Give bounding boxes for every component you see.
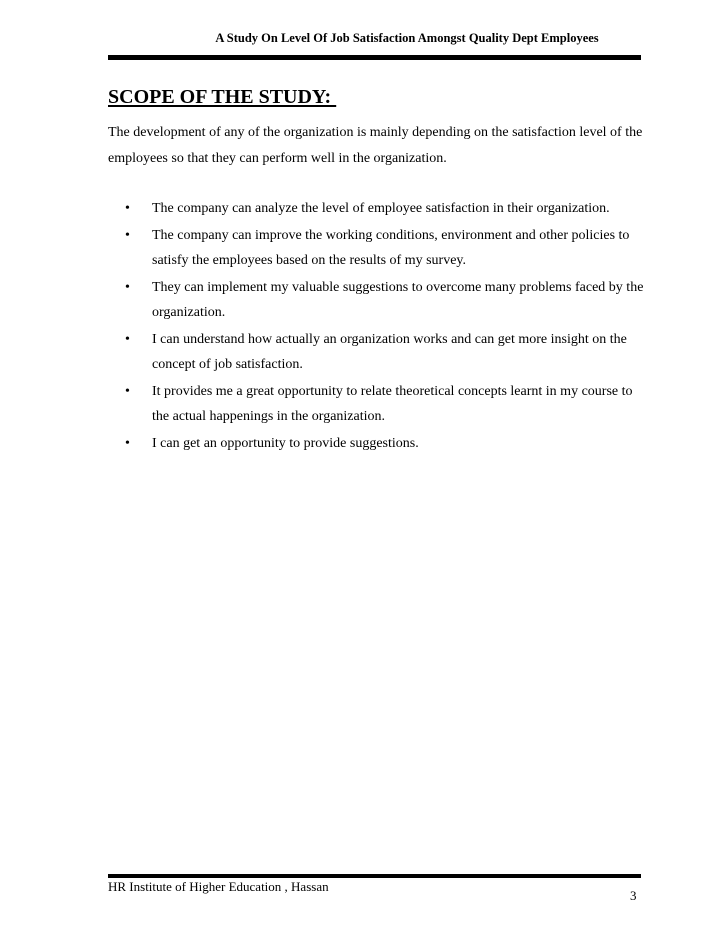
- list-item-text: The company can improve the working conditions, environment and other policies to satisfy the employees based on the results of my survey.: [152, 228, 630, 268]
- list-item-text: I can understand how actually an organization works and can get more insight on the concept of job satisfaction.: [152, 332, 627, 372]
- list-item-text: It provides me a great opportunity to relate theoretical concepts learnt in my course to the actual happenings in the organization.: [152, 384, 633, 424]
- bullet-icon: •: [125, 384, 130, 399]
- list-item-text: They can implement my valuable suggestions to overcome many problems faced by the organization.: [152, 280, 644, 320]
- bullet-icon: •: [125, 228, 130, 243]
- list-item: [108, 223, 648, 273]
- list-item-text: The company can analyze the level of employee satisfaction in their organization.: [152, 201, 610, 216]
- footer-divider: [108, 874, 641, 878]
- list-item-text: I can get an opportunity to provide suggestions.: [152, 436, 419, 451]
- running-header-text: A Study On Level Of Job Satisfaction Amongst Quality Dept Employees: [215, 31, 599, 45]
- list-item: [108, 275, 648, 325]
- list-item: [108, 327, 648, 377]
- section-heading: SCOPE OF THE STUDY:: [108, 86, 337, 108]
- scope-bullet-list: [108, 196, 648, 458]
- bullet-icon: •: [125, 332, 130, 347]
- list-item: [108, 431, 648, 456]
- bullet-icon: •: [125, 436, 130, 451]
- footer-institute-name: HR Institute of Higher Education , Hassan: [108, 879, 329, 894]
- list-item: [108, 379, 648, 429]
- list-item: [108, 196, 648, 221]
- page-number: 3: [630, 888, 637, 903]
- running-header: [0, 31, 728, 46]
- header-divider: [108, 55, 641, 60]
- bullet-icon: •: [125, 280, 130, 295]
- bullet-icon: •: [125, 201, 130, 216]
- intro-paragraph: The development of any of the organization is mainly depending on the satisfaction level of the employees so that they can perform well in the organization.: [108, 125, 643, 166]
